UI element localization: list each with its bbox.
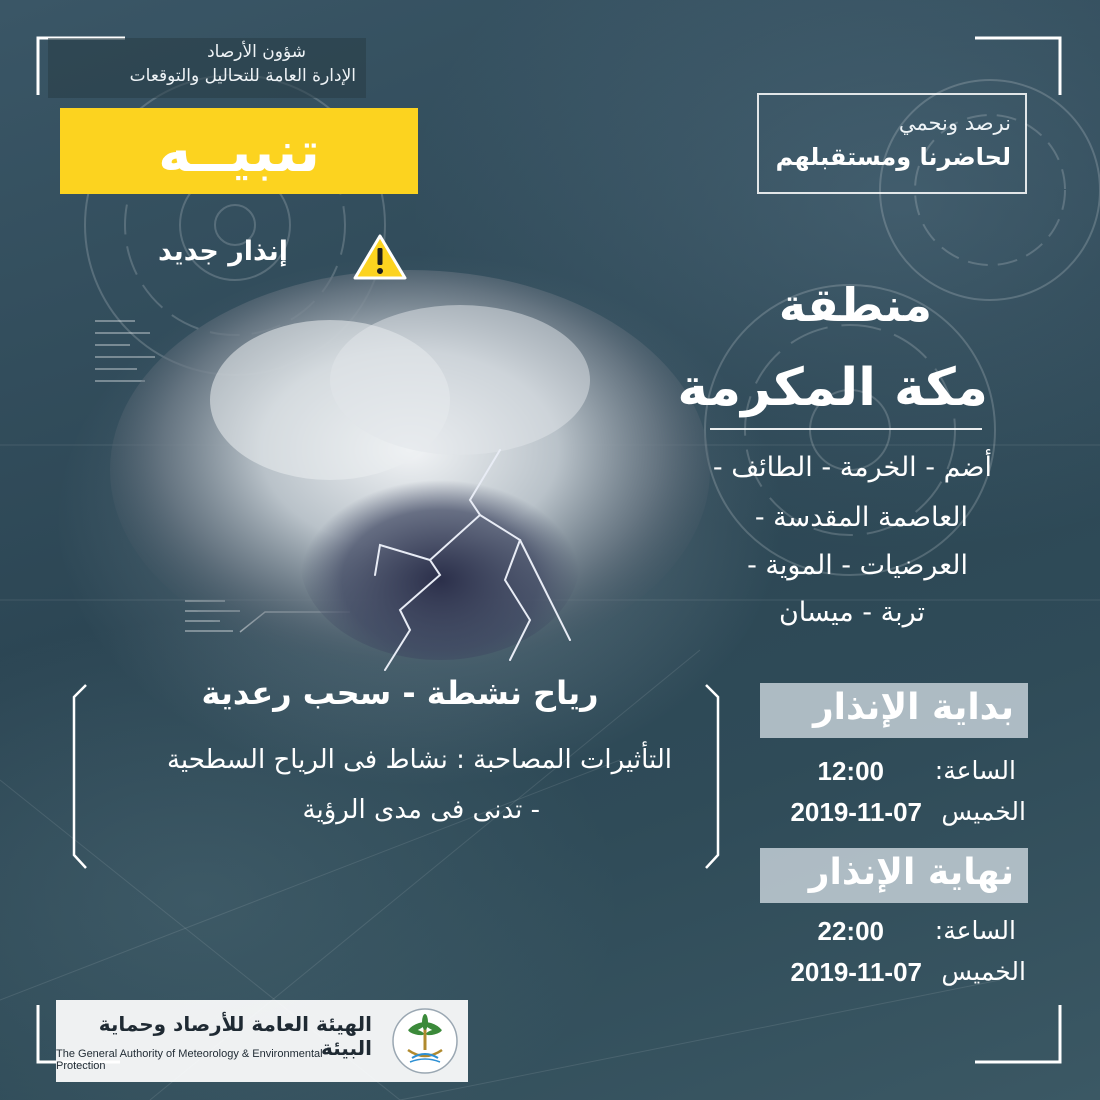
effects-text-continued: - تدنى فى مدى الرؤية <box>302 795 540 825</box>
start-hour-value: 12:00 <box>817 756 884 786</box>
organization-name-arabic: الهيئة العامة للأرصاد وحماية البيئة <box>98 1012 372 1060</box>
alert-banner <box>60 108 418 194</box>
end-day-label: الخميس <box>941 957 1026 986</box>
palm-swords-emblem-icon <box>390 1006 460 1076</box>
department-subname: الإدارة العامة للتحاليل والتوقعات <box>129 66 356 86</box>
department-name: شؤون الأرصاد <box>207 42 306 62</box>
city-list-line: العرضيات - الموية - <box>747 550 968 581</box>
city-list-line: تربة - ميسان <box>778 597 925 628</box>
end-date-value: 2019-11-07 <box>790 957 922 987</box>
organization-name-english: The General Authority of Meteorology & Environmental Protection <box>56 1048 323 1072</box>
city-list-line: أضم - الخرمة - الطائف - <box>712 452 992 483</box>
start-day-label: الخميس <box>941 797 1026 826</box>
effects-text: التأثيرات المصاحبة : نشاط فى الرياح السطحية <box>166 745 672 775</box>
slogan-box <box>757 93 1027 194</box>
city-list-line: العاصمة المقدسة - <box>754 502 968 533</box>
new-warning-label: إنذار جديد <box>158 236 288 267</box>
warning-triangle-icon <box>352 233 408 281</box>
alert-title: تنبيــه <box>158 120 320 185</box>
warning-end-header <box>760 848 1028 903</box>
region-divider <box>710 428 982 430</box>
organization-footer <box>56 1000 468 1082</box>
region-name: مكة المكرمة <box>677 358 988 418</box>
start-hour-label: الساعة: <box>934 756 1016 785</box>
department-header <box>48 38 366 98</box>
warning-start-header <box>760 683 1028 738</box>
end-hour-value: 22:00 <box>817 916 884 946</box>
slogan-line2: لحاضرنا ومستقبلهم <box>775 143 1011 171</box>
slogan-line1: نرصد ونحمي <box>898 111 1011 135</box>
weather-phenomena-title: رياح نشطة - سحب رعدية <box>201 674 599 712</box>
warning-end-label: نهاية الإنذار <box>808 852 1014 893</box>
region-label: منطقة <box>778 278 932 332</box>
start-date-value: 2019-11-07 <box>790 797 922 827</box>
warning-start-label: بداية الإنذار <box>812 687 1014 728</box>
end-hour-label: الساعة: <box>934 916 1016 945</box>
